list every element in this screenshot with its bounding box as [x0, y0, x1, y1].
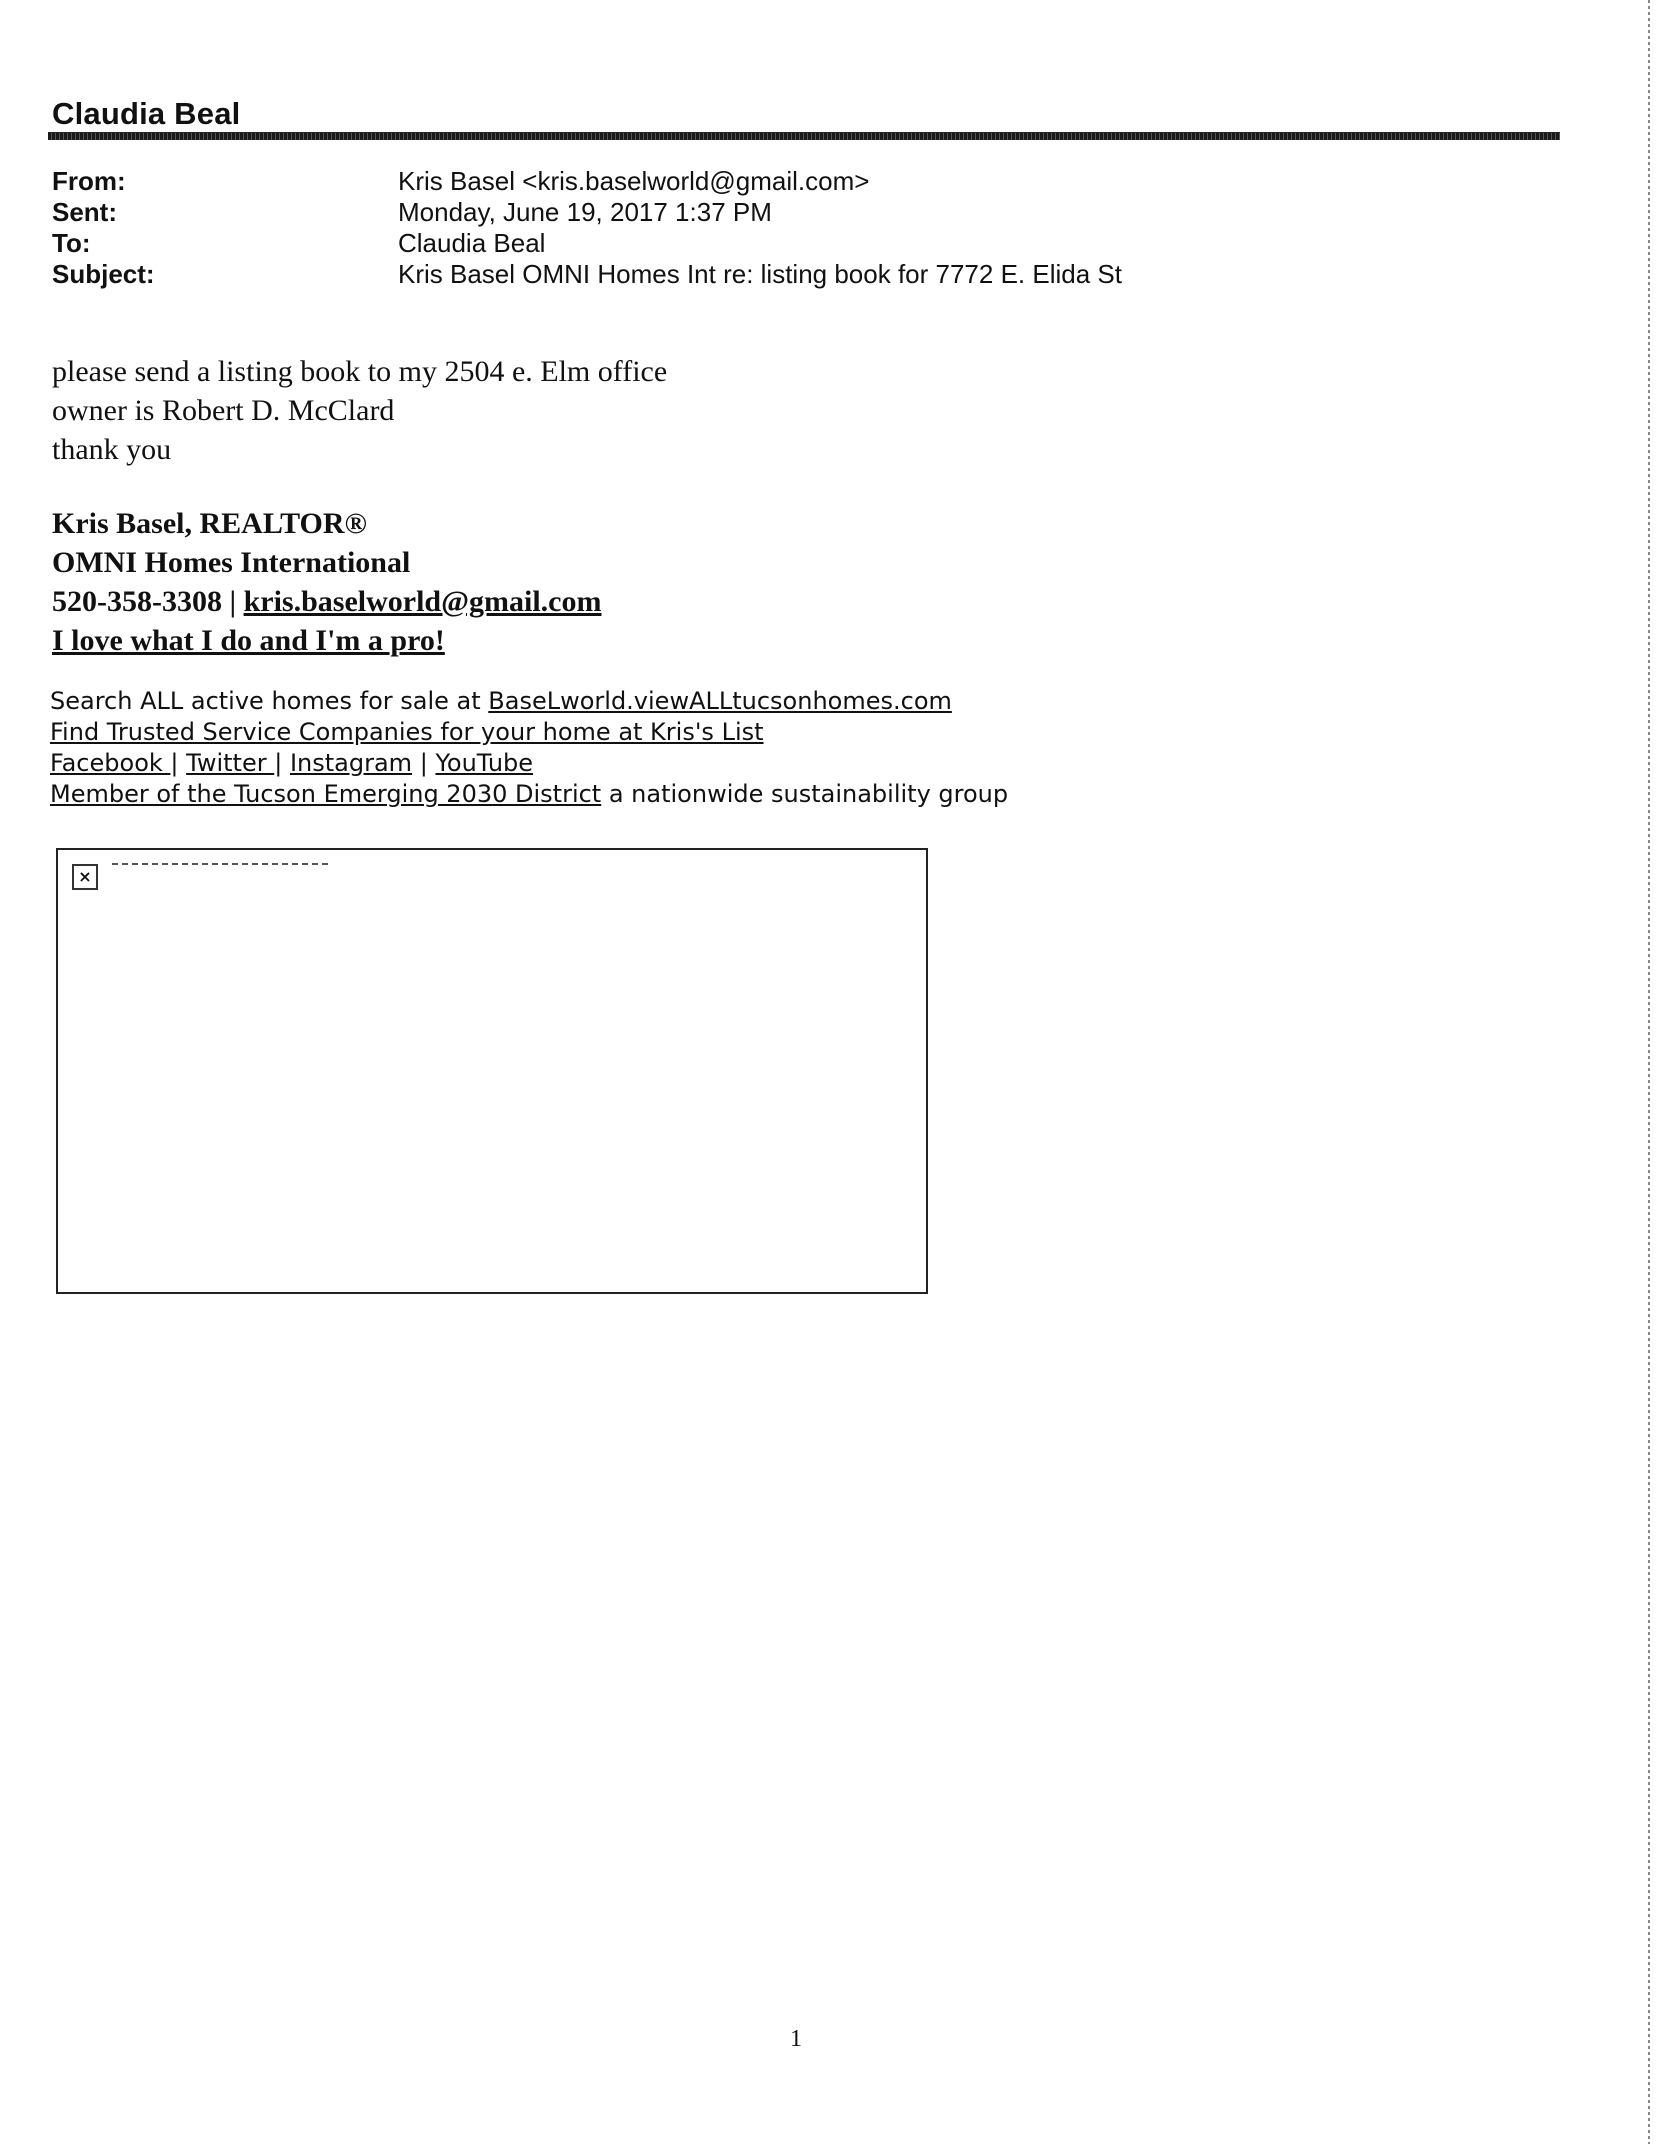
page-number: 1 — [790, 2026, 802, 2052]
twitter-link[interactable]: Twitter — [186, 749, 275, 777]
email-signature — [52, 504, 601, 660]
to-value: Claudia Beal — [398, 228, 546, 258]
tucson-2030-district-link[interactable]: Member of the Tucson Emerging 2030 District — [50, 780, 602, 808]
separator: | — [170, 749, 179, 777]
from-value: Kris Basel <kris.baselworld@gmail.com> — [398, 166, 870, 196]
mailbox-owner-name: Claudia Beal — [52, 96, 241, 131]
youtube-link[interactable]: YouTube — [435, 749, 534, 777]
to-row — [52, 228, 1552, 259]
body-line: please send a listing book to my 2504 e. Elm office — [52, 355, 668, 388]
social-links-line — [50, 748, 1008, 779]
scan-edge-line — [1648, 0, 1650, 2144]
header-rule — [48, 132, 1560, 140]
signature-tagline-link[interactable]: I love what I do and I'm a pro! — [52, 624, 445, 657]
image-alt-rule — [112, 863, 328, 866]
to-label: To: — [52, 228, 91, 258]
separator: | — [274, 749, 283, 777]
email-body — [52, 352, 667, 469]
signature-email-link[interactable]: kris.baselworld@gmail.com — [243, 585, 602, 618]
sent-value: Monday, June 19, 2017 1:37 PM — [398, 197, 772, 227]
body-line: owner is Robert D. McClard — [52, 394, 395, 427]
search-homes-link[interactable]: BaseLworld.viewALLtucsonhomes.com — [488, 687, 952, 715]
signature-name: Kris Basel, REALTOR® — [52, 507, 367, 540]
search-line — [50, 686, 1008, 717]
separator: | — [419, 749, 428, 777]
sent-label: Sent: — [52, 197, 117, 227]
email-header-fields — [52, 166, 1552, 290]
from-row — [52, 166, 1552, 197]
search-prefix: Search ALL active homes for sale at — [50, 687, 489, 715]
facebook-link[interactable]: Facebook — [50, 749, 171, 777]
instagram-link[interactable]: Instagram — [289, 749, 413, 777]
broken-image-icon: × — [72, 864, 98, 890]
embedded-image-placeholder — [56, 848, 928, 1294]
body-line: thank you — [52, 433, 172, 466]
member-suffix: a nationwide sustainability group — [601, 780, 1009, 808]
signature-links — [50, 686, 1008, 810]
trusted-service-link[interactable]: Find Trusted Service Companies for your home at Kris's List — [50, 718, 764, 746]
subject-value: Kris Basel OMNI Homes Int re: listing book for 7772 E. Elida St — [398, 259, 1122, 289]
signature-contact — [52, 582, 601, 621]
member-line — [50, 779, 1008, 810]
signature-phone: 520-358-3308 | — [52, 585, 244, 618]
subject-row — [52, 259, 1552, 290]
sent-row — [52, 197, 1552, 228]
signature-company: OMNI Homes International — [52, 546, 411, 579]
subject-label: Subject: — [52, 259, 155, 289]
from-label: From: — [52, 166, 126, 196]
